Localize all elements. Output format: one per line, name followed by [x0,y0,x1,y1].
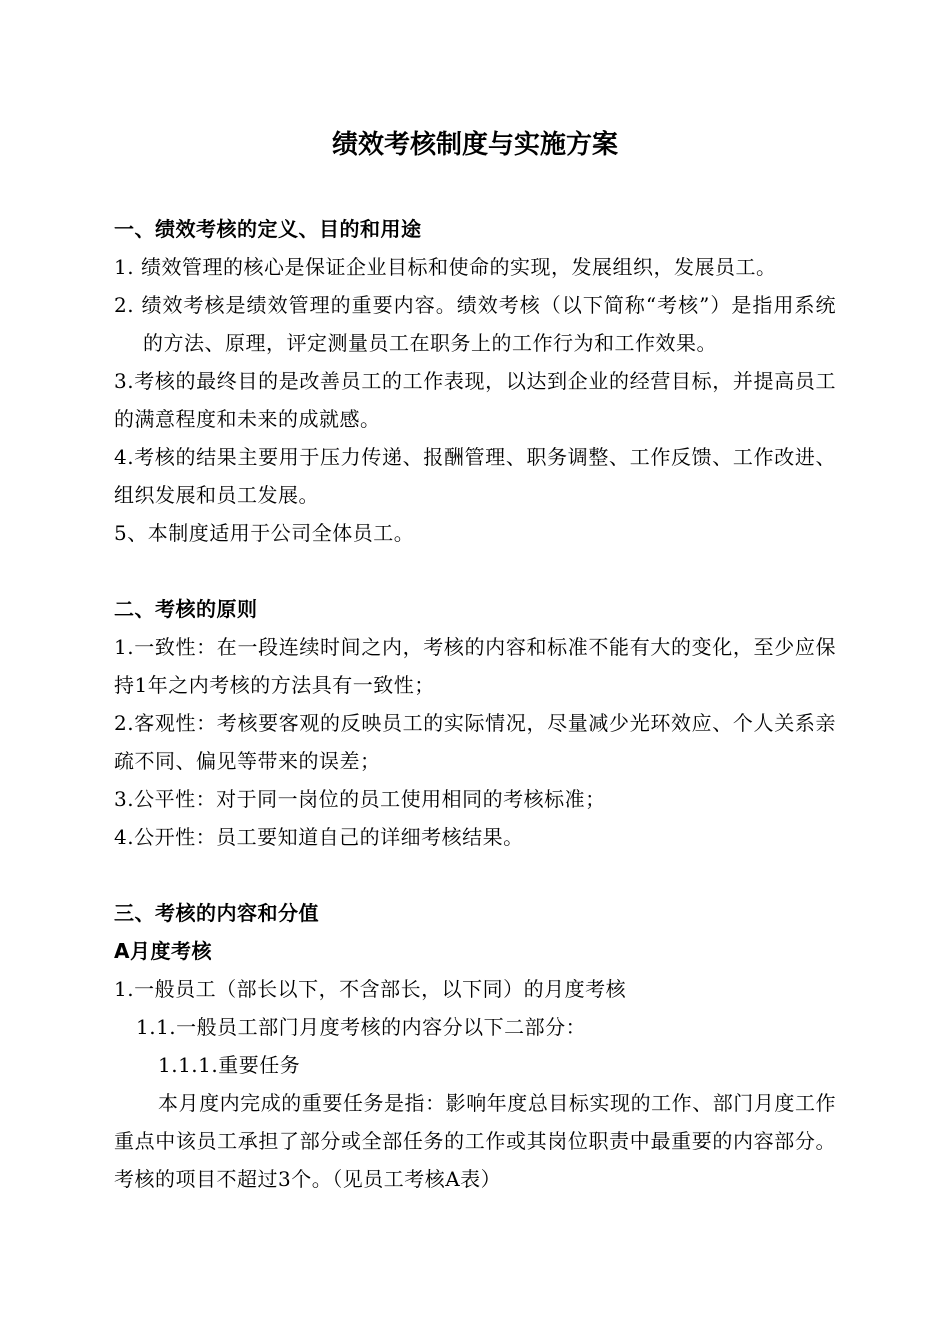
document-body [114,210,836,1198]
section-1-item-3: 3.考核的最终目的是改善员工的工作表现，以达到企业的经营目标，并提高员工的满意程度和未来的成就感。 [114,369,836,431]
section-3-item-1: 1.一般员工（部长以下，不含部长，以下同）的月度考核 [114,977,627,1001]
spacer [114,856,836,894]
section-2-heading: 二、考核的原则 [114,597,258,621]
section-1-item-5: 5、本制度适用于公司全体员工。 [114,521,415,545]
section-2-item-2: 2.客观性：考核要客观的反映员工的实际情况，尽量减少光环效应、个人关系亲疏不同、偏见等带来的误差； [114,711,836,773]
section-3-item-1-1: 1.1.一般员工部门月度考核的内容分以下二部分： [136,1015,587,1039]
section-3-item-1-1-1: 1.1.1.重要任务 [158,1053,301,1077]
section-2-item-3: 3.公平性：对于同一岗位的员工使用相同的考核标准； [114,787,606,811]
section-2-item-4: 4.公开性：员工要知道自己的详细考核结果。 [114,825,524,849]
section-2-item-1: 1.一致性：在一段连续时间之内，考核的内容和标准不能有大的变化，至少应保持1年之内考核的方法具有一致性； [114,635,836,697]
section-3-heading: 三、考核的内容和分值 [114,901,319,925]
section-3-subheading: A月度考核 [114,939,212,963]
document-title: 绩效考核制度与实施方案 [331,130,618,160]
section-1-item-2: 2. 绩效考核是绩效管理的重要内容。绩效考核（以下简称“考核”）是指用系统的方法、原理，评定测量员工在职务上的工作行为和工作效果。 [114,293,836,355]
section-1-item-1: 1. 绩效管理的核心是保证企业目标和使命的实现，发展组织，发展员工。 [114,255,777,279]
section-1-item-4: 4.考核的结果主要用于压力传递、报酬管理、职务调整、工作反馈、工作改进、组织发展和员工发展。 [114,445,836,507]
spacer [114,552,836,590]
section-1-heading: 一、绩效考核的定义、目的和用途 [114,217,422,241]
section-3-paragraph: 本月度内完成的重要任务是指：影响年度总目标实现的工作、部门月度工作重点中该员工承担了部分或全部任务的工作或其岗位职责中最重要的内容部分。考核的项目不超过3个。（见员工考核A表） [114,1091,836,1191]
